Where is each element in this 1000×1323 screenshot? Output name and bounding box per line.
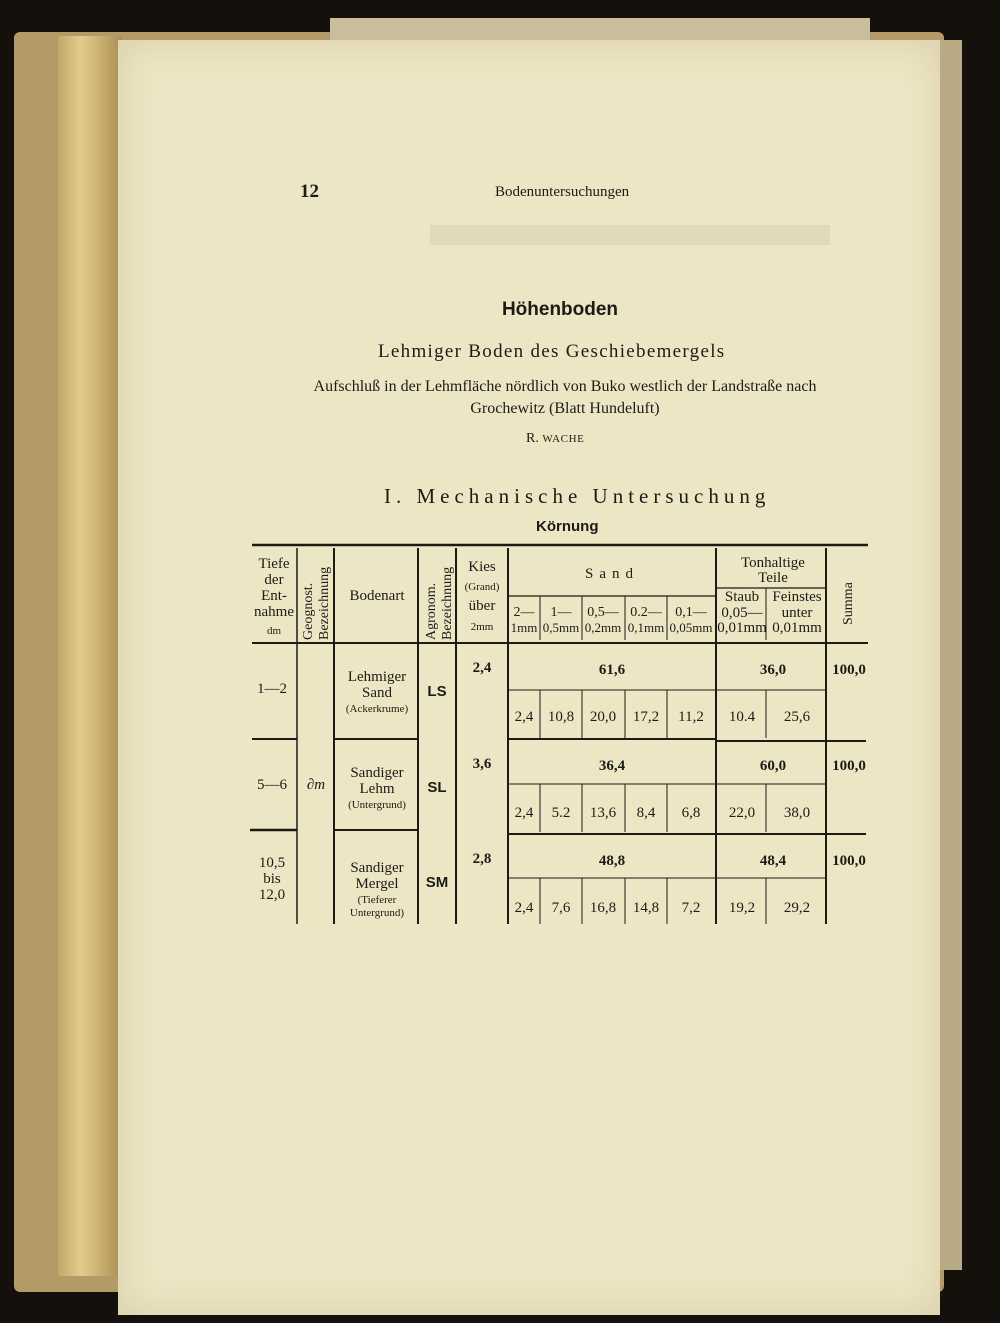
row-soil-type: Lehmiger	[347, 669, 407, 685]
row-sum: 100,0	[832, 758, 866, 774]
row-fraction-value: 29,2	[783, 900, 811, 916]
row-agronom-code: SM	[425, 874, 449, 891]
header-sand: Sand	[585, 566, 639, 582]
row-soil-note: (Tieferer	[357, 894, 397, 906]
row-soil-type: Sandiger	[350, 860, 404, 876]
row-soil-type: Mergel	[355, 876, 399, 892]
header-gravel-2: (Grand)	[464, 581, 500, 593]
header-finest-2: unter	[781, 605, 813, 621]
row-fraction-value: 25,6	[783, 709, 811, 725]
header-depth-1: Tiefe	[258, 556, 290, 572]
header-gravel-1: Kies	[468, 559, 496, 575]
header-geognost-1: Geognost.	[301, 582, 316, 640]
running-head: Bodenuntersuchungen	[495, 184, 630, 200]
fraction-header-unit: 1mm	[510, 620, 538, 635]
row-soil-type: Sandiger	[350, 765, 404, 781]
header-depth-2: der	[264, 572, 284, 588]
row-fraction-value: 10,8	[547, 709, 575, 725]
header-depth-3: Ent-	[261, 588, 287, 604]
header-agronom-2: Bezeichnung	[440, 566, 455, 640]
row-agronom-code: LS	[427, 683, 447, 700]
row-soil-type: Lehm	[359, 781, 395, 797]
row-agronom-code: SL	[427, 779, 447, 796]
row-fraction-value: 8,4	[636, 805, 656, 821]
row-depth: 5—6	[257, 777, 287, 793]
header-gravel-3: über	[468, 598, 496, 614]
header-clay-2: Teile	[758, 570, 788, 586]
row-soil-note: (Untergrund)	[348, 799, 406, 811]
row-depth: bis	[263, 871, 281, 887]
header-finest-1: Feinstes	[772, 589, 822, 605]
row-sand-total: 61,6	[598, 662, 626, 678]
fraction-header-unit: 0,2mm	[584, 620, 622, 635]
row-fraction-value: 17,2	[632, 709, 660, 725]
row-fraction-value: 13,6	[589, 805, 617, 821]
row-gravel: 2,8	[472, 851, 492, 867]
header-silt-1: Staub	[724, 589, 760, 605]
subtitle: Lehmiger Boden des Geschiebemergels	[378, 341, 726, 362]
header-total: Summa	[841, 582, 856, 625]
header-geognost-2: Bezeichnung	[317, 566, 332, 640]
row-sand-total: 48,8	[598, 853, 626, 869]
table-row	[257, 660, 866, 725]
row-gravel: 2,4	[472, 660, 492, 676]
row-gravel: 3,6	[472, 756, 492, 772]
row-fraction-value: 38,0	[783, 805, 811, 821]
header-depth-4: nahme	[254, 604, 294, 620]
row-fraction-value: 10.4	[728, 709, 756, 725]
section-title: Höhenboden	[501, 299, 619, 320]
table-row	[259, 851, 866, 919]
location-description: Aufschluß in der Lehmfläche nördlich von Buko westlich der Landstraße nach Grochewitz (Blatt Hundeluft)	[313, 378, 817, 417]
row-fraction-value: 11,2	[678, 709, 704, 725]
row-fraction-value: 6,8	[681, 805, 701, 821]
row-depth: 12,0	[258, 887, 286, 903]
row-depth: 10,5	[258, 855, 286, 871]
row-soil-note: Untergrund)	[349, 907, 405, 919]
fraction-header-unit: 0,05mm	[669, 620, 713, 635]
header-gravel-4: 2mm	[470, 621, 494, 633]
table-row	[257, 756, 866, 821]
row-clay-total: 48,4	[759, 853, 787, 869]
analysis-heading: I. Mechanische Untersuchung	[384, 484, 771, 508]
fraction-header-range: 0,1—	[675, 605, 707, 620]
fraction-header-range: 1—	[550, 605, 572, 620]
row-sum: 100,0	[832, 662, 866, 678]
row-fraction-value: 22,0	[728, 805, 756, 821]
row-fraction-value: 14,8	[632, 900, 660, 916]
row-depth: 1—2	[257, 681, 287, 697]
grain-size-label: Körnung	[536, 518, 599, 535]
header-silt-3: 0,01mm	[717, 620, 767, 636]
row-soil-type: Sand	[362, 685, 392, 701]
page-number: 12	[300, 181, 319, 202]
author-name: WACHE	[542, 433, 585, 445]
header-depth-unit: dm	[266, 625, 282, 637]
row-fraction-value: 2,4	[514, 805, 534, 821]
row-fraction-value: 2,4	[514, 709, 534, 725]
row-fraction-value: 5.2	[551, 805, 571, 821]
header-soil-type: Bodenart	[349, 588, 405, 604]
fraction-header-unit: 0,1mm	[627, 620, 665, 635]
fraction-header-unit: 0,5mm	[542, 620, 580, 635]
row-clay-total: 60,0	[759, 758, 787, 774]
row-fraction-value: 19,2	[728, 900, 756, 916]
header-silt-2: 0,05—	[721, 605, 763, 621]
row-sand-total: 36,4	[598, 758, 626, 774]
author-initial: R.	[526, 431, 539, 446]
row-fraction-value: 2,4	[514, 900, 534, 916]
row-soil-note: (Ackerkrume)	[345, 703, 409, 715]
row-fraction-value: 20,0	[589, 709, 617, 725]
table-body	[257, 660, 866, 919]
geognost-symbol: ∂m	[306, 777, 326, 793]
sand-fraction-headers	[511, 605, 713, 635]
row-fraction-value: 16,8	[589, 900, 617, 916]
header-finest-3: 0,01mm	[772, 620, 822, 636]
fraction-header-range: 0.2—	[630, 605, 662, 620]
row-fraction-value: 7,6	[551, 900, 571, 916]
row-fraction-value: 7,2	[681, 900, 701, 916]
header-agronom-1: Agronom.	[424, 582, 439, 640]
header-clay-1: Tonhaltige	[741, 555, 805, 571]
row-clay-total: 36,0	[759, 662, 787, 678]
row-sum: 100,0	[832, 853, 866, 869]
fraction-header-range: 0,5—	[587, 605, 619, 620]
fraction-header-range: 2—	[513, 605, 535, 620]
